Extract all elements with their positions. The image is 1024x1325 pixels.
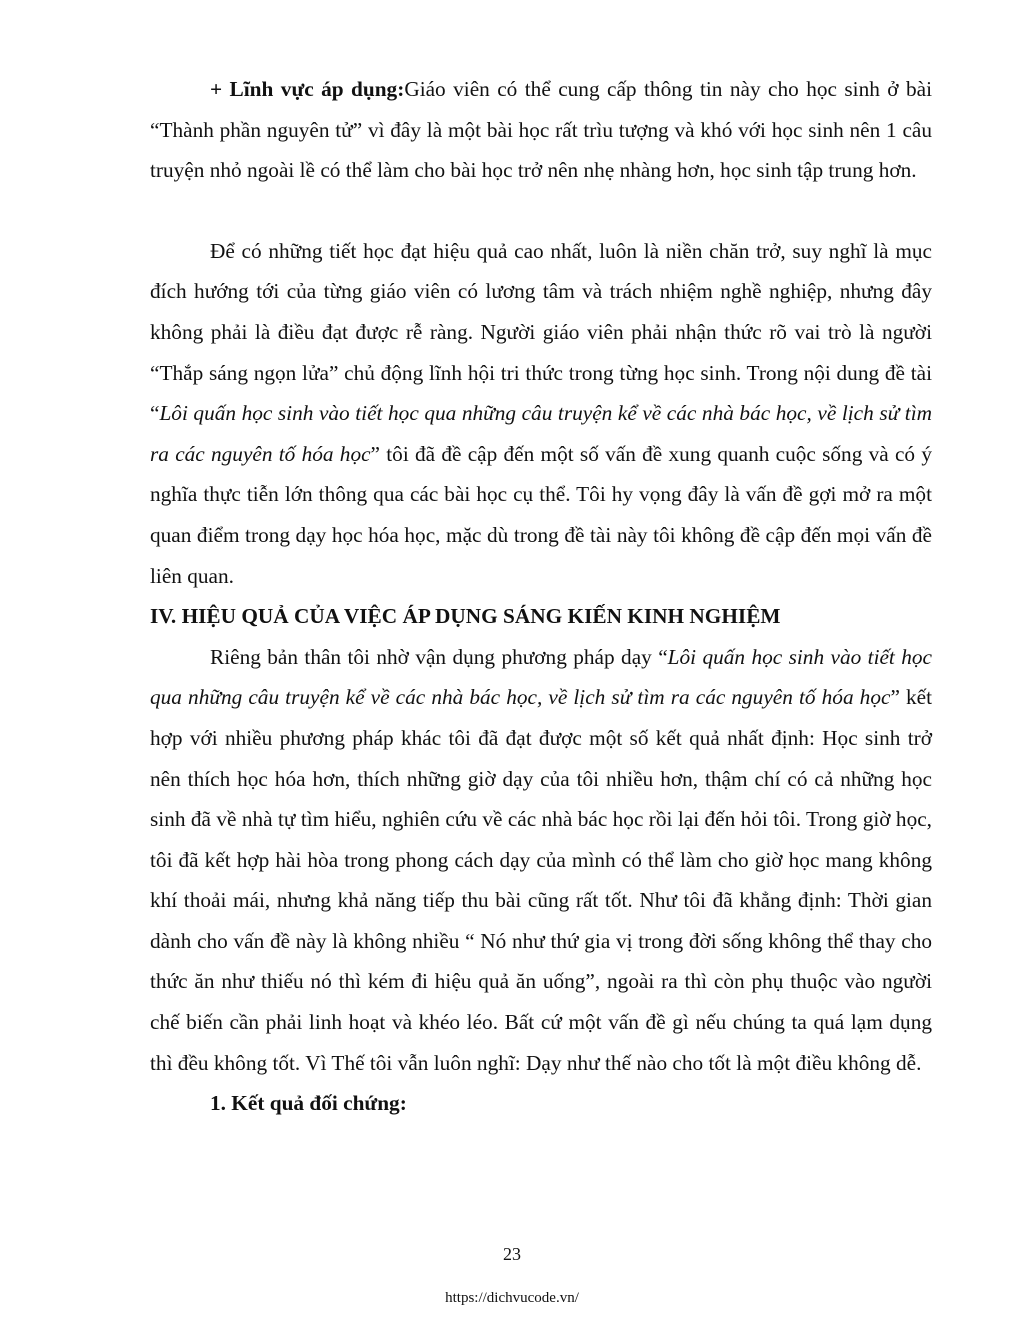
paragraph-text-part: ” tôi đã đề cập đến một số vấn đề xung quanh cuộc sống và có ý nghĩa thực tiễn lớn thông qua các bài học cụ thể. Tôi hy vọng đây là vấn đề gợi mở ra một quan điểm trong dạy học hóa học, mặc dù trong đề tài này tôi không đề cập đến mọi vấn đề liên quan. (150, 441, 932, 588)
subsection-heading: 1. Kết quả đối chứng: (210, 1091, 407, 1116)
application-field-text: Giáo viên có thể cung cấp thông tin này cho học sinh ở bài “Thành phần nguyên tử” vì đây là một bài học rất trìu tượng và khó với học sinh nên 1 câu truyện nhỏ ngoài lề có thể làm cho bài học trở nên nhẹ nhàng hơn, học sinh tập trung hơn. (150, 77, 933, 183)
paragraph-results (150, 637, 932, 1084)
section-heading: IV. HIỆU QUẢ CỦA VIỆC ÁP DỤNG SÁNG KIẾN KINH NGHIỆM (150, 604, 781, 629)
page-number: 23 (503, 1244, 521, 1264)
application-field-label: + Lĩnh vực áp dụng: (210, 77, 405, 101)
topic-title-italic: Lôi quấn học sinh vào tiết học qua những câu truyện kể về các nhà bác học, về lịch sử tìm ra các nguyên tố hóa học (150, 401, 932, 466)
page-content (150, 69, 932, 1124)
paragraph-gap (150, 191, 932, 231)
topic-title-italic: Lôi quấn học sinh vào tiết học qua những câu truyện kể về các nhà bác học, về lịch sử tìm ra các nguyên tố hóa học (150, 644, 932, 710)
paragraph-application-field (150, 69, 932, 191)
paragraph-text-part: Để có những tiết học đạt hiệu quả cao nhất, luôn là niền chăn trở, suy nghĩ là mục đích hướng tới của từng giáo viên có lương tâm và trách nhiệm nghề nghiệp, nhưng đây không phải là điều đạt được rễ ràng. Người giáo viên phải nhận thức rõ vai trò là người “Thắp sáng ngọn lửa” chủ động lĩnh hội tri thức trong từng học sinh. Trong nội dung đề tài “ (150, 238, 932, 426)
paragraph-text-part: ” kết hợp với nhiều phương pháp khác tôi đã đạt được một số kết quả nhất định: Học sinh trở nên thích học hóa hơn, thích những giờ dạy của tôi nhiều hơn, thậm chí có cả những học sinh đã về nhà tự tìm hiểu, nghiên cứu về các nhà bác học rồi lại đến hỏi tôi. Trong giờ học, tôi đã kết hợp hài hòa trong phong cách dạy của mình có thể làm cho giờ học mang không khí thoải mái, nhưng khả năng tiếp thu bài cũng rất tốt. Như tôi đã khẳng định: Thời gian dành cho vấn đề này là không nhiều “ Nó như thứ gia vị trong đời sống không thể thay cho thức ăn như thiếu nó thì kém đi hiệu quả ăn uống”, ngoài ra thì còn phụ thuộc vào người chế biến cần phải linh hoạt và khéo léo. Bất cứ một vấn đề gì nếu chúng ta quá lạm dụng thì đều không tốt. Vì Thế tôi vẫn luôn nghĩ: Dạy như thế nào cho tốt là một điều không dễ. (150, 685, 933, 1075)
paragraph-text-part: Riêng bản thân tôi nhờ vận dụng phương pháp dạy “ (210, 644, 668, 669)
footer-url: https://dichvucode.vn/ (445, 1290, 579, 1306)
paragraph-effective-lessons (150, 231, 932, 596)
